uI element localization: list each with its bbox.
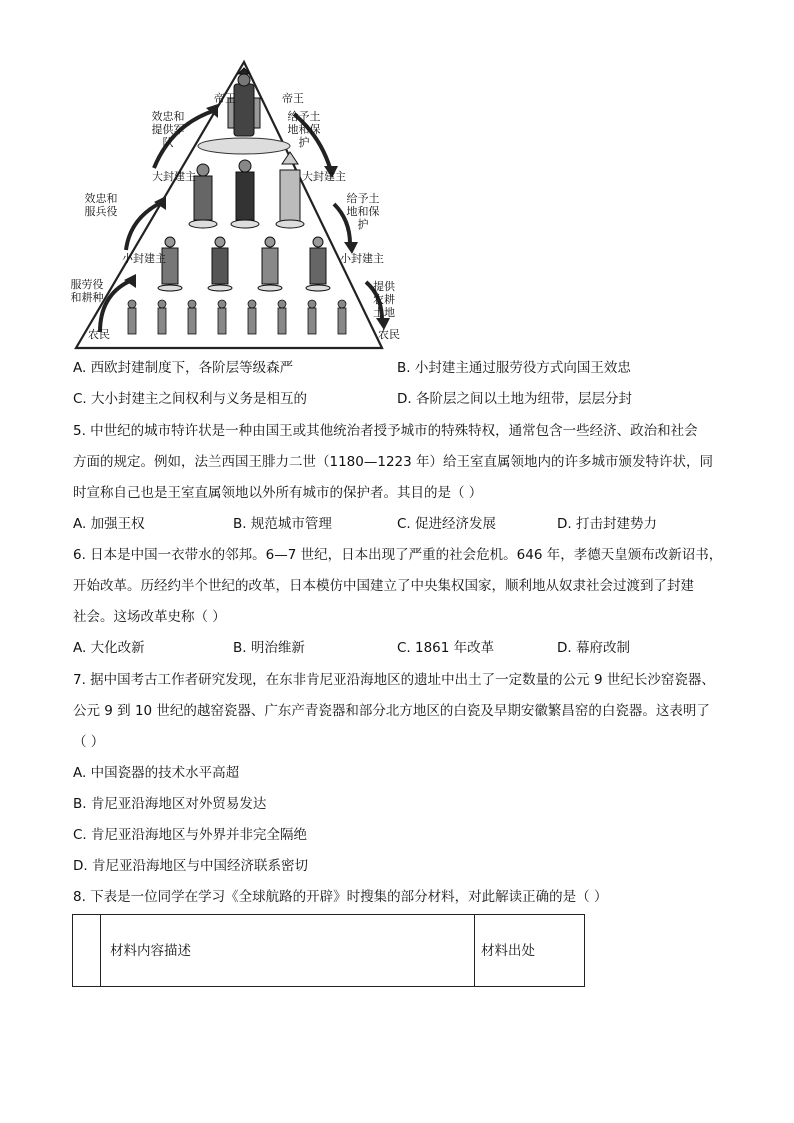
label-great-lord-right: 大封建主	[302, 170, 346, 183]
q5-stem-line-3: 时宣称自己也是王室直属领地以外所有城市的保护者。其目的是（ ）	[73, 485, 483, 501]
q6-option-b[interactable]: B. 明治维新	[233, 640, 305, 656]
label-arrow-left-3: 服劳役和耕种	[70, 278, 104, 304]
q5-stem-line-1: 5. 中世纪的城市特许状是一种由国王或其他统治者授予城市的特殊特权，通常包含一些经济、政治和社会	[73, 423, 698, 439]
q7-option-a[interactable]: A. 中国瓷器的技术水平高超	[73, 765, 240, 781]
label-arrow-left-2: 效忠和服兵役	[84, 192, 118, 218]
q4-option-c[interactable]: C. 大小封建主之间权利与义务是相互的	[73, 391, 308, 407]
label-small-lord-left: 小封建主	[122, 252, 166, 265]
q6-option-d[interactable]: D. 幕府改制	[557, 640, 630, 656]
q6-stem-line-2: 开始改革。历经约半个世纪的改革，日本模仿中国建立了中央集权国家，顺利地从奴隶社会过渡到了封建	[73, 578, 694, 594]
small-lord-figures	[158, 237, 330, 291]
label-arrow-right-1: 给予土地和保护	[287, 110, 321, 149]
label-arrow-right-3: 提供农耕土地	[373, 280, 395, 319]
q6-stem-line-1: 6. 日本是中国一衣带水的邻邦。6—7 世纪，日本出现了严重的社会危机。646 年，孝德天皇颁布改新诏书，	[73, 547, 723, 563]
q7-stem-line-3: （ ）	[73, 734, 105, 750]
q5-option-c[interactable]: C. 促进经济发展	[397, 516, 497, 532]
q8-material-table	[72, 914, 585, 987]
table-description-column	[101, 915, 475, 986]
feudal-pyramid-figure	[68, 58, 400, 352]
q5-option-d[interactable]: D. 打击封建势力	[557, 516, 657, 532]
q7-option-c[interactable]: C. 肯尼亚沿海地区与外界并非完全隔绝	[73, 827, 308, 843]
q4-option-d[interactable]: D. 各阶层之间以土地为纽带，层层分封	[397, 391, 632, 407]
q4-option-a[interactable]: A. 西欧封建制度下，各阶层等级森严	[73, 360, 294, 376]
label-arrow-left-1: 效忠和提供军队	[151, 110, 185, 149]
label-small-lord-right: 小封建主	[340, 252, 384, 265]
q7-option-d[interactable]: D. 肯尼亚沿海地区与中国经济联系密切	[73, 858, 308, 874]
q5-option-b[interactable]: B. 规范城市管理	[233, 516, 332, 532]
q7-stem-line-1: 7. 据中国考古工作者研究发现，在东非肯尼亚沿海地区的遗址中出土了一定数量的公元 9 世纪长沙窑瓷器、	[73, 672, 715, 688]
great-lord-figures	[189, 152, 304, 228]
table-header-description: 材料内容描述	[110, 943, 191, 959]
label-great-lord-left: 大封建主	[152, 170, 196, 183]
q6-option-c[interactable]: C. 1861 年改革	[397, 640, 495, 656]
label-arrow-right-2: 给予土地和保护	[346, 192, 380, 231]
label-king-left: 帝王	[214, 92, 236, 105]
label-peasant-right: 农民	[378, 328, 400, 341]
q6-stem-line-3: 社会。这场改革史称（ ）	[73, 609, 226, 625]
table-source-column	[475, 915, 584, 986]
table-index-column	[73, 915, 101, 986]
label-king-right: 帝王	[282, 92, 304, 105]
q4-option-b[interactable]: B. 小封建主通过服劳役方式向国王效忠	[397, 360, 631, 376]
q6-option-a[interactable]: A. 大化改新	[73, 640, 145, 656]
q5-stem-line-2: 方面的规定。例如，法兰西国王腓力二世（1180—1223 年）给王室直属领地内的许多城市颁发特许状，同	[73, 454, 714, 470]
peasant-figures	[128, 300, 346, 334]
q7-option-b[interactable]: B. 肯尼亚沿海地区对外贸易发达	[73, 796, 267, 812]
table-header-source: 材料出处	[481, 943, 535, 959]
q8-stem-line-1: 8. 下表是一位同学在学习《全球航路的开辟》时搜集的部分材料，对此解读正确的是（ ）	[73, 889, 608, 905]
label-peasant-left: 农民	[88, 328, 110, 341]
q7-stem-line-2: 公元 9 到 10 世纪的越窑瓷器、广东产青瓷器和部分北方地区的白瓷及早期安徽繁昌窑的白瓷器。这表明了	[73, 703, 710, 719]
q5-option-a[interactable]: A. 加强王权	[73, 516, 145, 532]
